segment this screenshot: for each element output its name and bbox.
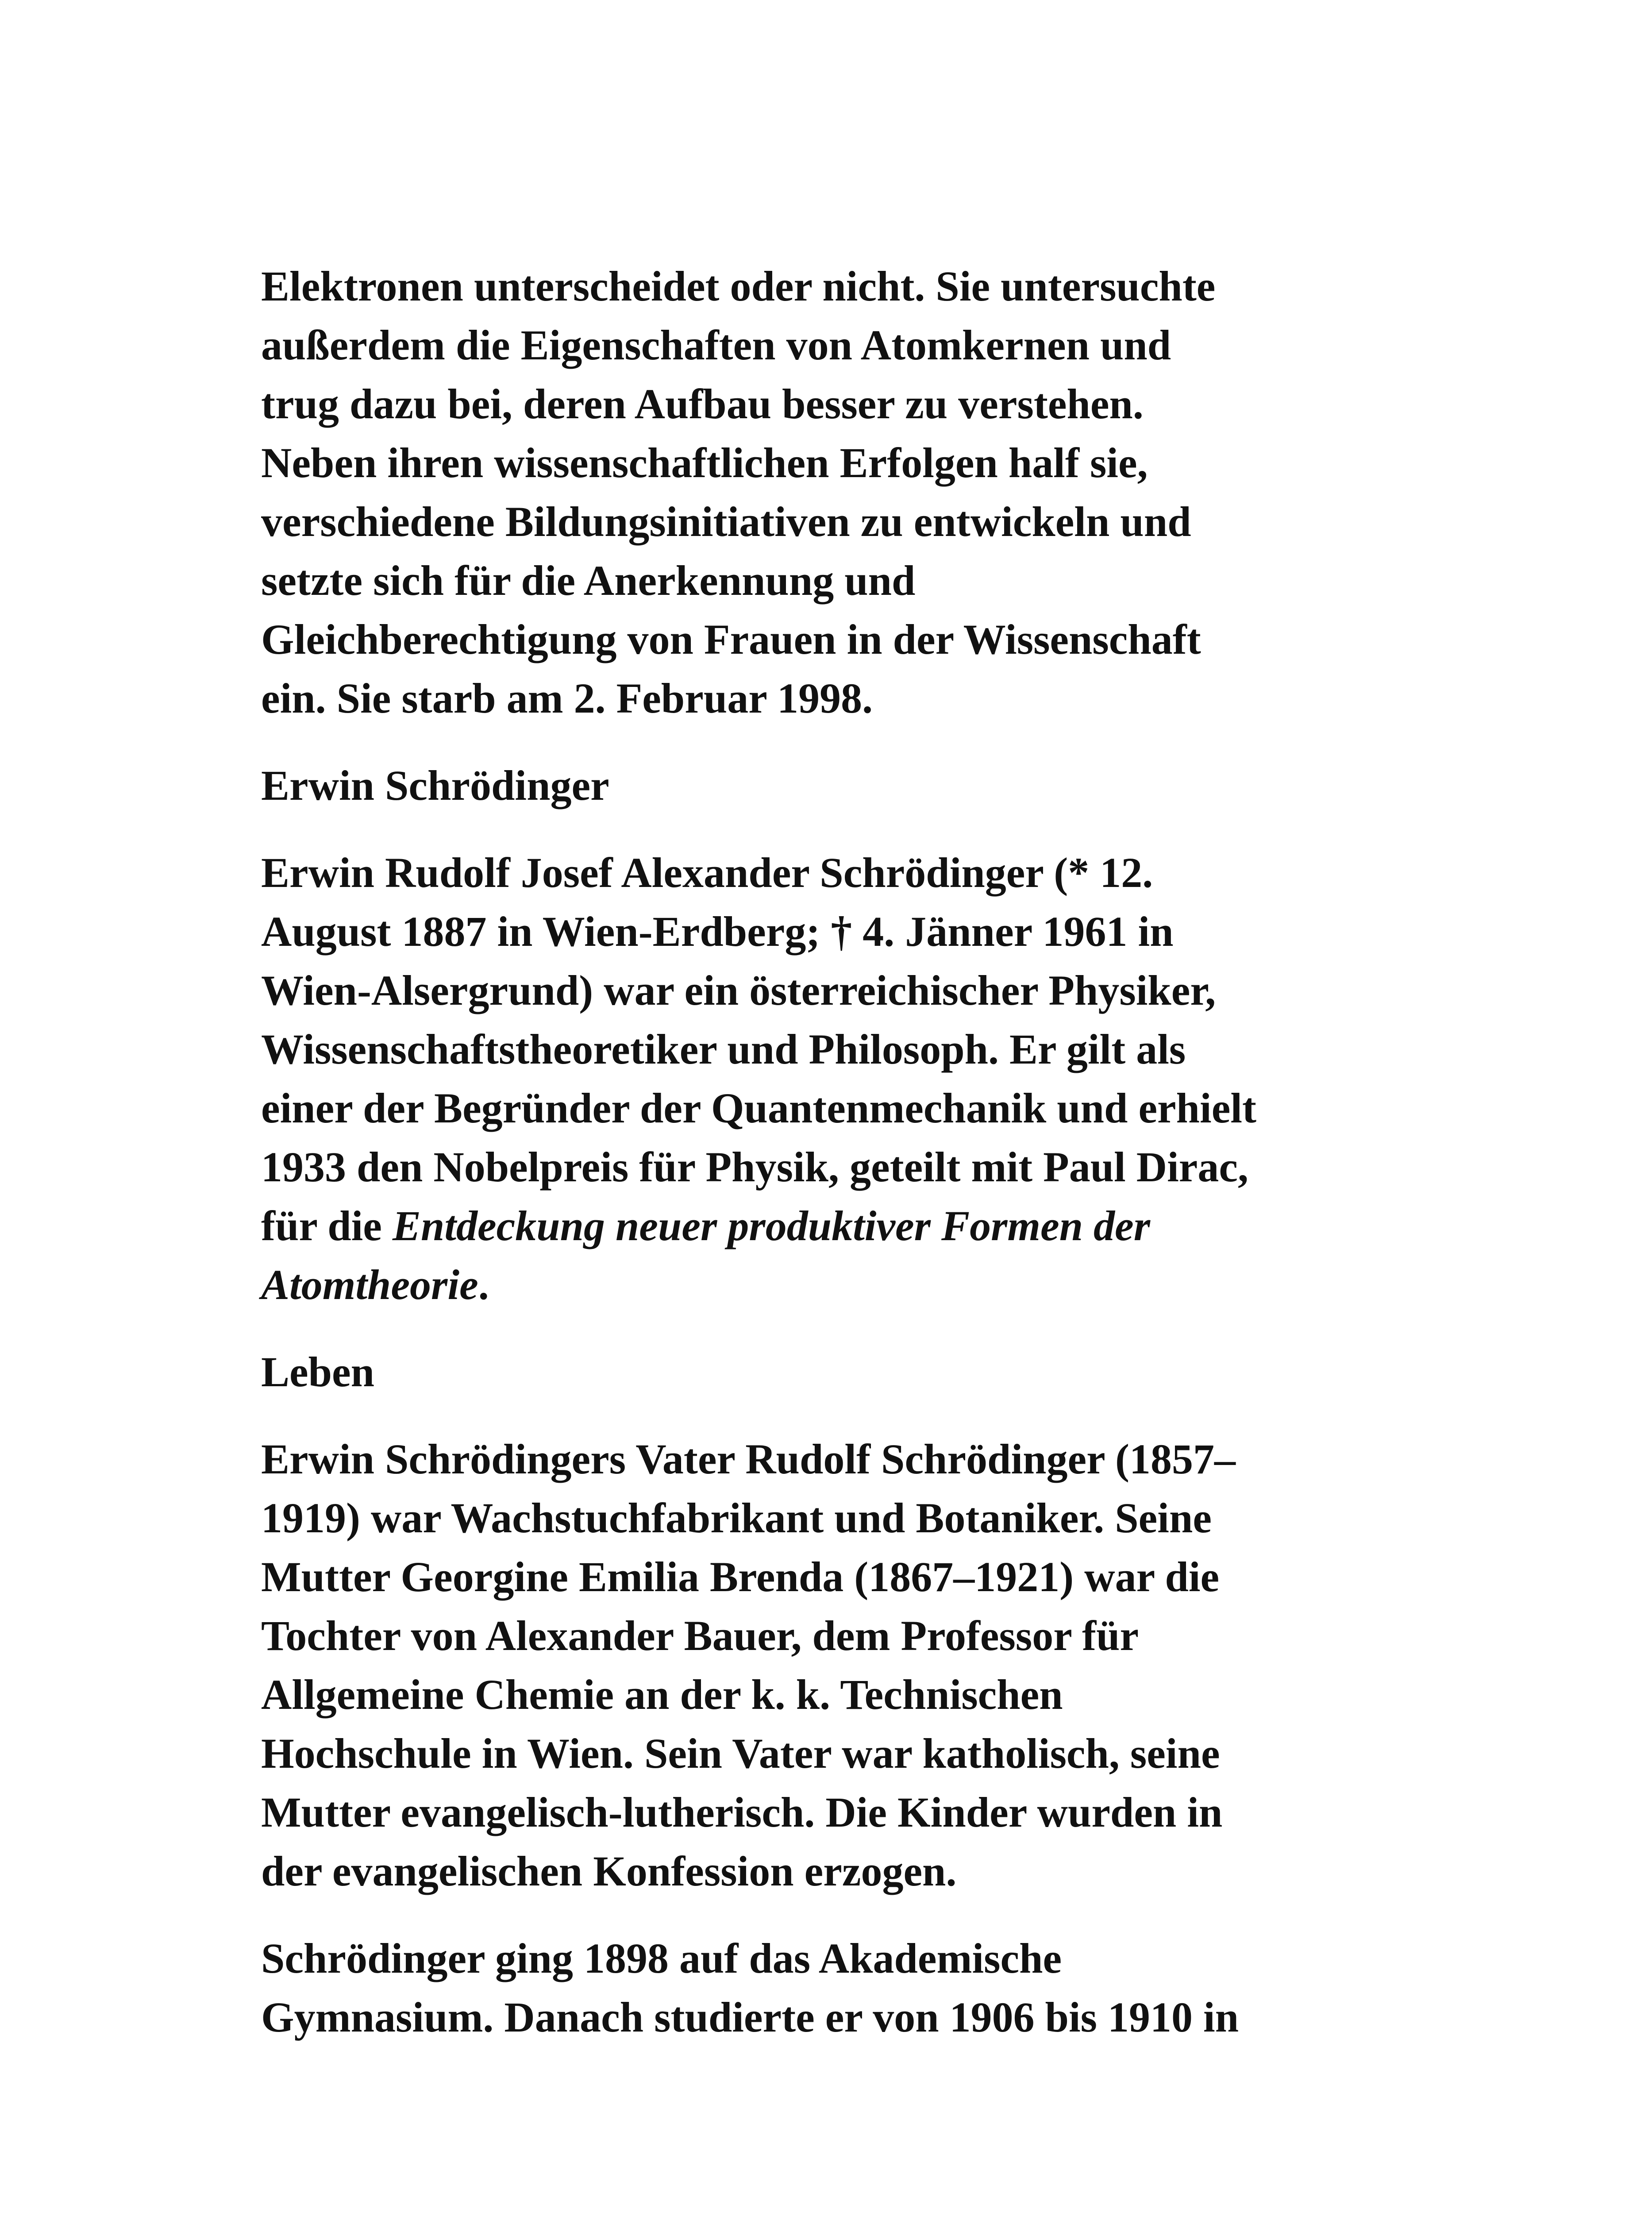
text-line	[261, 1196, 1429, 1255]
text-line: ein. Sie starb am 2. Februar 1998.	[261, 675, 873, 722]
text-line: Schrödinger ging 1898 auf das Akademische	[261, 1935, 1062, 1982]
text-line: verschiedene Bildungsinitiativen zu entwickeln und	[261, 498, 1191, 545]
text-line	[261, 1255, 1429, 1314]
heading-leben	[261, 1342, 1429, 1401]
text-line: Hochschule in Wien. Sein Vater war katholisch, seine	[261, 1730, 1220, 1777]
text-fragment: für die	[261, 1202, 393, 1249]
text-line: Allgemeine Chemie an der k. k. Technischen	[261, 1671, 1063, 1718]
section-heading: Erwin Schrödinger	[261, 762, 609, 809]
text-fragment: .	[478, 1261, 489, 1308]
text-line: Neben ihren wissenschaftlichen Erfolgen half sie,	[261, 439, 1148, 486]
text-line: Wien-Alsergrund) war ein österreichischer Physiker,	[261, 967, 1216, 1014]
text-line: Erwin Rudolf Josef Alexander Schrödinger (* 12.	[261, 849, 1153, 896]
paragraph-education	[261, 1929, 1429, 2047]
text-line: Gleichberechtigung von Frauen in der Wissenschaft	[261, 616, 1201, 663]
text-line: setzte sich für die Anerkennung und	[261, 557, 916, 604]
text-line: 1919) war Wachstuchfabrikant und Botaniker. Seine	[261, 1494, 1212, 1542]
text-line: einer der Begründer der Quantenmechanik und erhielt	[261, 1084, 1256, 1132]
text-line: Gymnasium. Danach studierte er von 1906 bis 1910 in	[261, 1993, 1239, 2041]
section-heading: Leben	[261, 1348, 375, 1396]
text-line: Erwin Schrödingers Vater Rudolf Schrödinger (1857–	[261, 1435, 1236, 1483]
text-line: der evangelischen Konfession erzogen.	[261, 1847, 957, 1895]
text-line: außerdem die Eigenschaften von Atomkernen und	[261, 321, 1171, 369]
paragraph-schroedinger-intro	[261, 843, 1429, 1314]
text-line: 1933 den Nobelpreis für Physik, geteilt mit Paul Dirac,	[261, 1143, 1249, 1191]
paragraph-leben	[261, 1430, 1429, 1901]
heading-erwin-schroedinger	[261, 756, 1429, 815]
text-line: Elektronen unterscheidet oder nicht. Sie untersuchte	[261, 262, 1216, 310]
text-line: August 1887 in Wien-Erdberg; † 4. Jänner 1961 in	[261, 908, 1174, 955]
text-line: Mutter evangelisch-lutherisch. Die Kinder wurden in	[261, 1789, 1223, 1836]
text-line: trug dazu bei, deren Aufbau besser zu verstehen.	[261, 380, 1144, 428]
text-line: Mutter Georgine Emilia Brenda (1867–1921) war die	[261, 1553, 1220, 1600]
text-line: Tochter von Alexander Bauer, dem Professor für	[261, 1612, 1139, 1659]
text-line: Wissenschaftstheoretiker und Philosoph. Er gilt als	[261, 1026, 1186, 1073]
paragraph-meitner-continued	[261, 257, 1429, 728]
italic-citation: Entdeckung neuer produktiver Formen der	[392, 1202, 1151, 1249]
italic-citation: Atomtheorie	[261, 1261, 478, 1308]
document-body	[261, 257, 1429, 2047]
